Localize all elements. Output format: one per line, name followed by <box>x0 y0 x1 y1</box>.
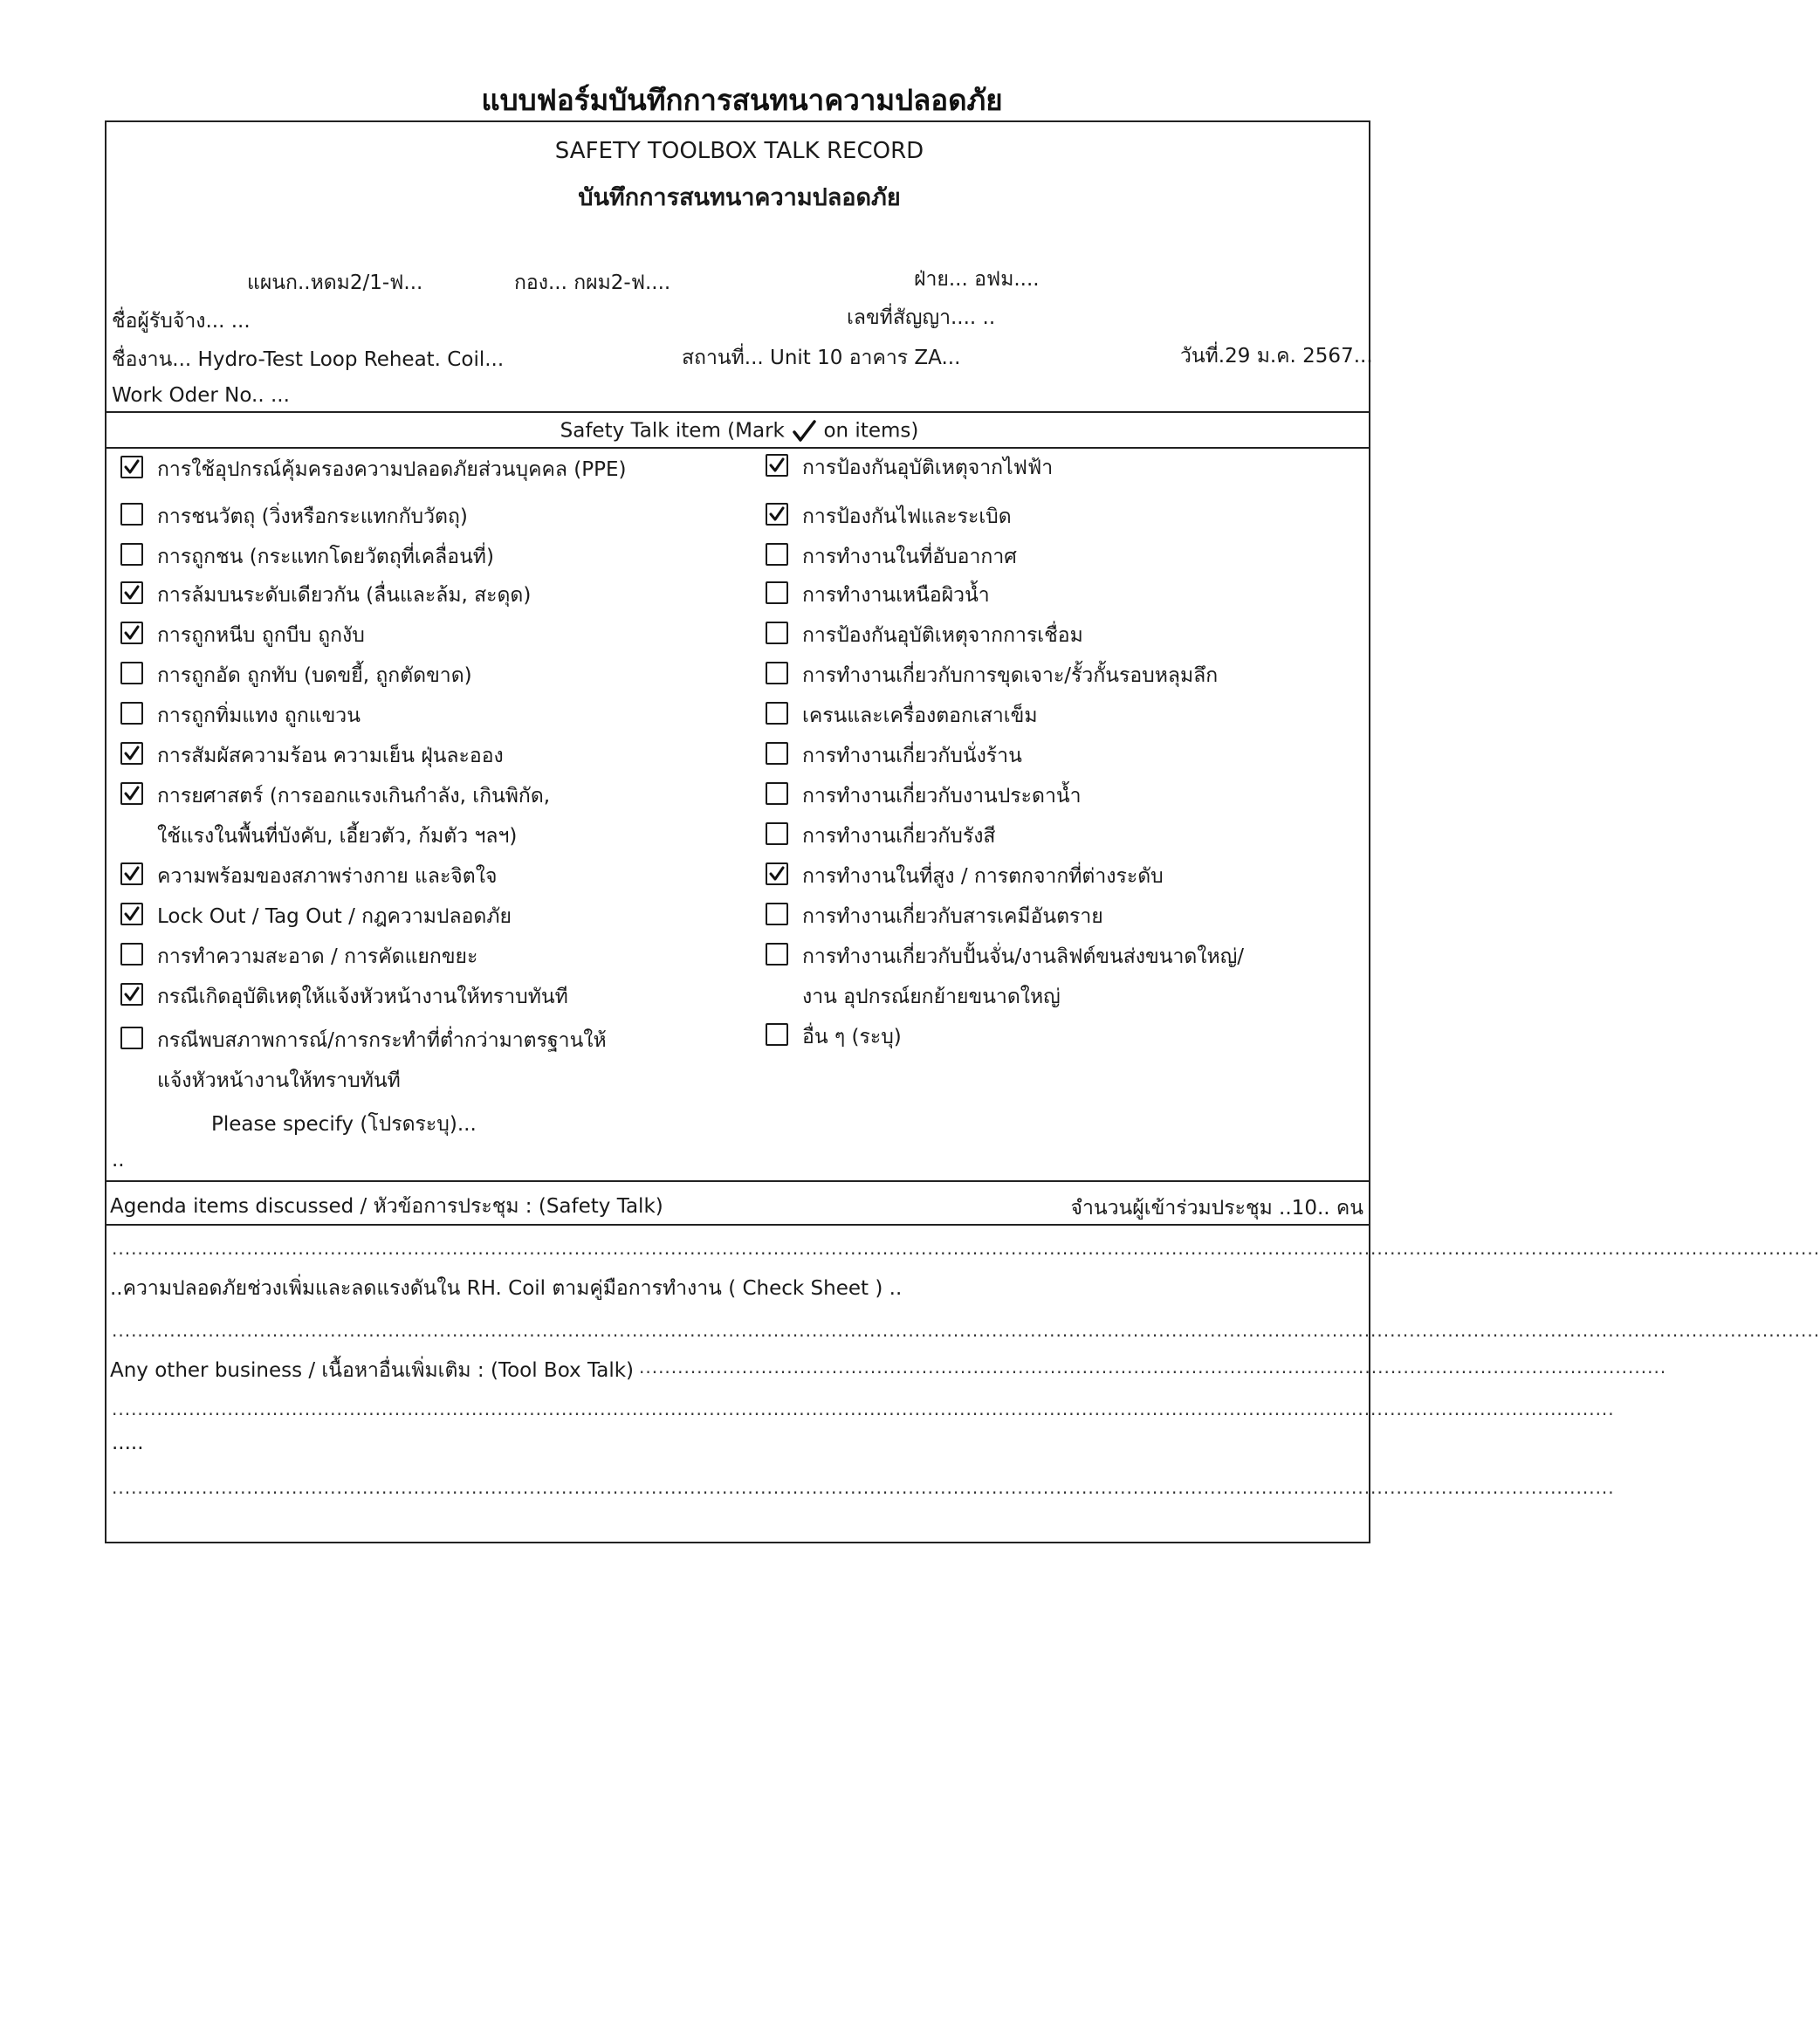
check-mark-icon <box>123 584 141 601</box>
right-checkbox-12[interactable] <box>766 903 788 925</box>
right-item-label-8: การทำงานเกี่ยวกับนั่งร้าน <box>802 745 1022 767</box>
check-mark-icon <box>123 865 141 883</box>
left-checkbox-13[interactable] <box>120 983 143 1006</box>
division-field: กอง... กผม2-ฟ.... <box>514 271 671 294</box>
left-item-label-12: การทำความสะอาด / การคัดแยกขยะ <box>157 945 478 968</box>
short-dots: ..... <box>112 1432 144 1454</box>
left-item-label-13: กรณีเกิดอุบัติเหตุให้แจ้งหัวหน้างานให้ทราบทันที <box>157 986 568 1008</box>
right-item-label-3: การทำงานในที่อับอากาศ <box>802 546 1017 568</box>
job-name-field: ชื่องาน... Hydro-Test Loop Reheat. Coil... <box>112 348 505 371</box>
right-item-label-5: การป้องกันอุบัติเหตุจากการเชื่อม <box>802 624 1083 647</box>
date-field: วันที่.29 ม.ค. 2567... <box>1180 345 1373 368</box>
specify-dots: .. <box>112 1149 125 1172</box>
left-item-label-14: กรณีพบสภาพการณ์/การกระทำที่ต่ำกว่ามาตรฐานให้ <box>157 1029 607 1052</box>
left-checkbox-10[interactable] <box>120 862 143 885</box>
left-item-label-1: การใช้อุปกรณ์คุ้มครองความปลอดภัยส่วนบุคคล (PPE) <box>157 458 627 481</box>
right-item-label-2: การป้องกันไฟและระเบิด <box>802 505 1012 528</box>
right-item-label-1: การป้องกันอุบัติเหตุจากไฟฟ้า <box>802 457 1054 479</box>
right-checkbox-14[interactable] <box>766 1023 788 1046</box>
left-item-label-10: ความพร้อมของสภาพร่างกาย และจิตใจ <box>157 865 498 888</box>
left-checkbox-2[interactable] <box>120 503 143 526</box>
right-item-label-7: เครนและเครื่องตอกเสาเข็ม <box>802 704 1038 727</box>
subtitle-th: บันทึกการสนทนาความปลอดภัย <box>578 184 901 211</box>
divider <box>106 1180 1369 1182</box>
please-specify-label: Please specify (โปรดระบุ)... <box>211 1113 477 1136</box>
left-checkbox-4[interactable] <box>120 581 143 604</box>
blank-line: .......................................................................................................................................................................................................................................................................... <box>112 1238 1820 1259</box>
left-item-label-5: การถูกหนีบ ถูกบีบ ถูกงับ <box>157 624 365 647</box>
left-item-label-2: การชนวัตถุ (วิ่งหรือกระแทกกับวัตถุ) <box>157 505 468 528</box>
check-mark-icon <box>123 624 141 642</box>
form-frame <box>105 120 1820 1543</box>
right-item-label-13: การทำงานเกี่ยวกับปั้นจั่น/งานลิฟต์ขนส่งขนาดใหญ่/ <box>802 945 1245 968</box>
left-checkbox-8[interactable] <box>120 742 143 765</box>
check-mark-icon <box>791 419 817 443</box>
contract-no-field: เลขที่สัญญา.... .. <box>847 306 996 329</box>
left-checkbox-9[interactable] <box>120 782 143 805</box>
divider <box>106 1224 1369 1226</box>
right-item-label-14: อื่น ๆ (ระบุ) <box>802 1026 902 1048</box>
other-business-label: Any other business / เนื้อหาอื่นเพิ่มเติม : (Tool Box Talk) <box>110 1359 634 1382</box>
check-mark-icon <box>768 865 786 883</box>
right-item-label-4: การทำงานเหนือผิวน้ำ <box>802 584 990 607</box>
check-mark-icon <box>123 745 141 762</box>
check-mark-icon <box>123 785 141 802</box>
check-mark-icon <box>768 457 786 474</box>
left-checkbox-12[interactable] <box>120 943 143 966</box>
safety-item-header: Safety Talk item (Mark on items) <box>560 419 919 443</box>
check-mark-icon <box>123 986 141 1003</box>
left-item-label-4: การล้มบนระดับเดียวกัน (ลื่นและล้ม, สะดุด) <box>157 584 532 607</box>
right-checkbox-5[interactable] <box>766 622 788 644</box>
location-field: สถานที่... Unit 10 อาคาร ZA... <box>682 347 961 369</box>
contractor-field: ชื่อผู้รับจ้าง... ... <box>112 310 251 333</box>
left-checkbox-11[interactable] <box>120 903 143 925</box>
check-mark-icon <box>123 458 141 476</box>
right-item-label-6: การทำงานเกี่ยวกับการขุดเจาะ/รั้วกั้นรอบหลุมลึก <box>802 664 1219 687</box>
left-item-label-3: การถูกชน (กระแทกโดยวัตถุที่เคลื่อนที่) <box>157 546 494 568</box>
divider <box>106 447 1369 449</box>
right-item-label-10: การทำงานเกี่ยวกับรังสี <box>802 825 996 848</box>
left-item-label-9-line2: ใช้แรงในพื้นที่บังคับ, เอี้ยวตัว, ก้มตัว ฯลฯ) <box>157 825 518 848</box>
left-checkbox-3[interactable] <box>120 543 143 566</box>
right-item-label-11: การทำงานในที่สูง / การตกจากที่ต่างระดับ <box>802 865 1164 888</box>
left-item-label-7: การถูกทิ่มแทง ถูกแขวน <box>157 704 361 727</box>
right-checkbox-8[interactable] <box>766 742 788 765</box>
check-mark-icon <box>768 505 786 523</box>
right-checkbox-1[interactable] <box>766 454 788 477</box>
work-order-field: Work Oder No.. ... <box>112 384 290 407</box>
right-item-label-12: การทำงานเกี่ยวกับสารเคมีอันตราย <box>802 905 1103 928</box>
left-checkbox-14[interactable] <box>120 1027 143 1049</box>
blank-line: ................................................................................................................................................................ <box>639 1357 1667 1378</box>
left-checkbox-7[interactable] <box>120 702 143 725</box>
right-checkbox-6[interactable] <box>766 662 788 684</box>
left-checkbox-1[interactable] <box>120 456 143 478</box>
right-checkbox-3[interactable] <box>766 543 788 566</box>
right-checkbox-2[interactable] <box>766 503 788 526</box>
agenda-label: Agenda items discussed / หัวข้อการประชุม : (Safety Talk) <box>110 1195 663 1218</box>
left-checkbox-6[interactable] <box>120 662 143 684</box>
attendees-count: จำนวนผู้เข้าร่วมประชุม ..10.. คน <box>1070 1197 1363 1220</box>
left-item-label-6: การถูกอัด ถูกทับ (บดขยี้, ถูกตัดขาด) <box>157 664 472 687</box>
subtitle-en: SAFETY TOOLBOX TALK RECORD <box>554 138 924 164</box>
right-item-label-9: การทำงานเกี่ยวกับงานประดาน้ำ <box>802 785 1082 807</box>
right-checkbox-7[interactable] <box>766 702 788 725</box>
right-checkbox-9[interactable] <box>766 782 788 805</box>
page-title: แบบฟอร์มบันทึกการสนทนาความปลอดภัย <box>481 83 1003 117</box>
blank-line: .......................................................................................................................................................................................................................................... <box>112 1398 1615 1419</box>
blank-line: .......................................................................................................................................................................................................................................................................... <box>112 1320 1820 1341</box>
section-field: ฝ่าย... อฟม.... <box>914 268 1040 291</box>
right-checkbox-13[interactable] <box>766 943 788 966</box>
right-checkbox-11[interactable] <box>766 862 788 885</box>
left-item-label-14-line2: แจ้งหัวหน้างานให้ทราบทันที <box>157 1069 401 1092</box>
department-field: แผนก..หดม2/1-ฟ... <box>247 271 423 294</box>
left-item-label-11: Lock Out / Tag Out / กฎความปลอดภัย <box>157 905 512 928</box>
blank-line: .......................................................................................................................................................................................................................................... <box>112 1477 1615 1498</box>
check-mark-icon <box>123 905 141 923</box>
left-item-label-8: การสัมผัสความร้อน ความเย็น ฝุ่นละออง <box>157 745 504 767</box>
right-item-label-13-line2: งาน อุปกรณ์ยกย้ายขนาดใหญ่ <box>802 986 1061 1008</box>
left-item-label-9: การยศาสตร์ (การออกแรงเกินกำลัง, เกินพิกัด, <box>157 785 551 807</box>
right-checkbox-10[interactable] <box>766 822 788 845</box>
right-checkbox-4[interactable] <box>766 581 788 604</box>
agenda-text: ..ความปลอดภัยช่วงเพิ่มและลดแรงดันใน RH. Coil ตามคู่มือการทำงาน ( Check Sheet ) .. <box>110 1277 903 1300</box>
divider <box>106 411 1369 413</box>
left-checkbox-5[interactable] <box>120 622 143 644</box>
